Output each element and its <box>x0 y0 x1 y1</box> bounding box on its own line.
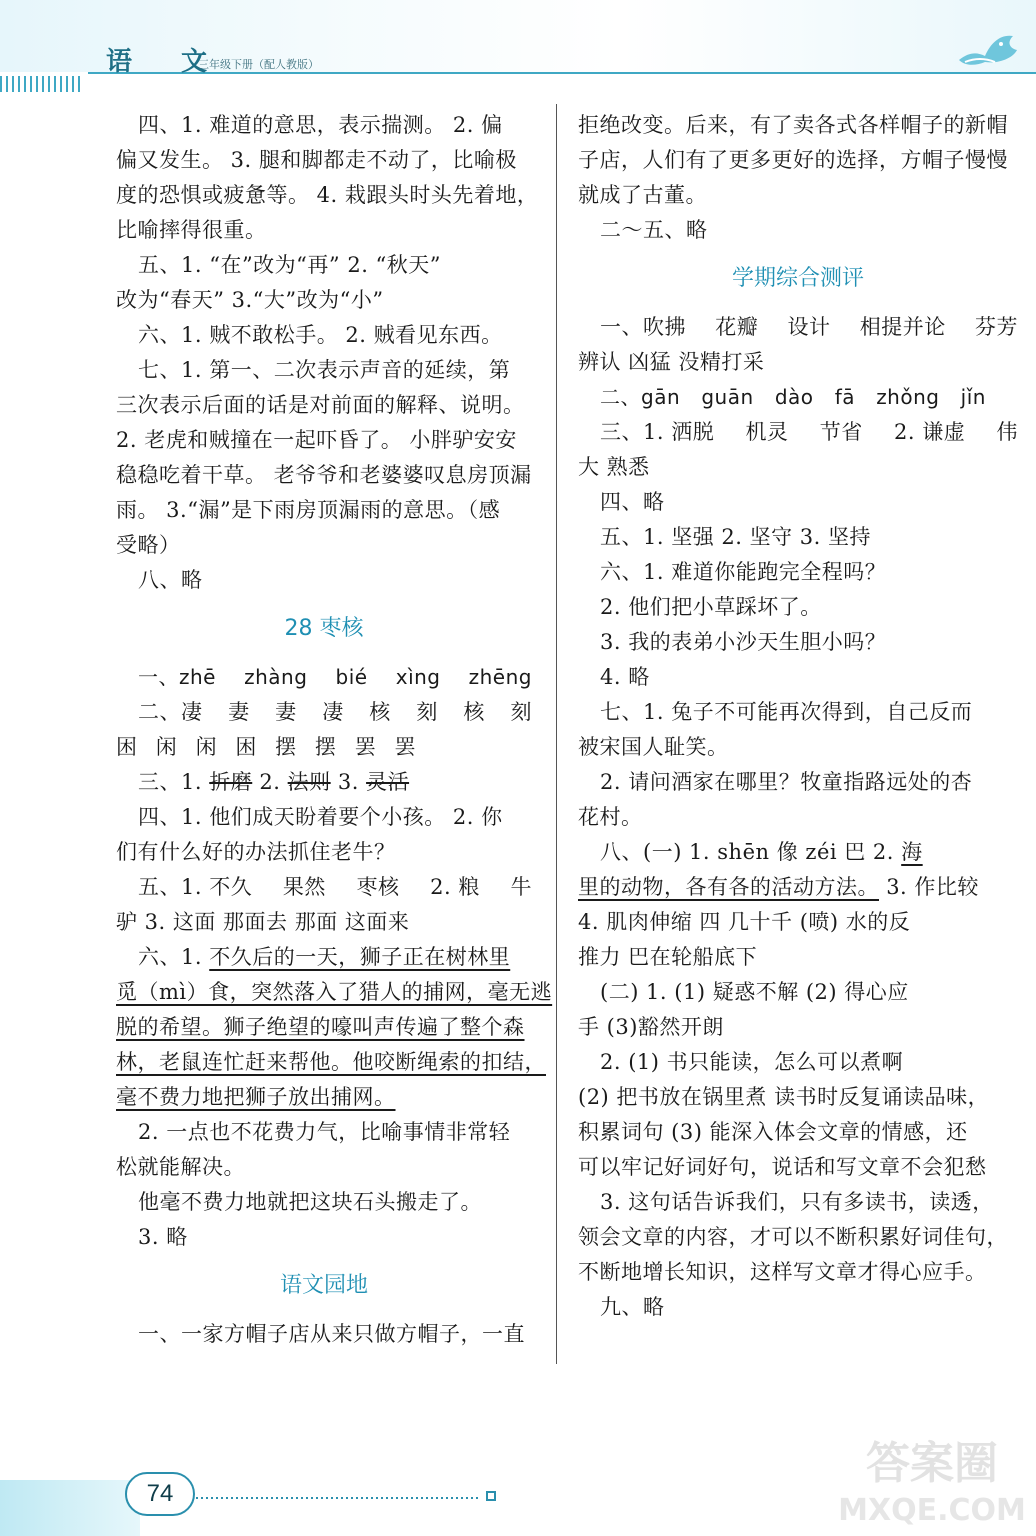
pinyin-item: zhàng <box>244 665 308 689</box>
pinyin-item: 二、gān <box>600 385 681 409</box>
column-divider <box>556 104 557 1364</box>
text-line <box>116 870 532 905</box>
underlined-answer: 觅（mì）食，突然落入了猎人的捕网，毫无逃 <box>116 980 553 1004</box>
header-rule <box>88 72 1036 74</box>
text-line: 比喻摔得很重。 <box>116 218 267 242</box>
yuwen-garden-title: 语文园地 <box>279 1273 368 1298</box>
pinyin-answer-row <box>578 380 986 415</box>
character-item: 妻 <box>275 700 297 724</box>
answer-text: 八、(一) 1. shēn 像 zéi 巴 2. <box>600 840 894 864</box>
answer-item: 机灵 <box>745 420 789 444</box>
answer-item: 三、1. 洒脱 <box>600 420 715 444</box>
text-line <box>578 835 1018 870</box>
text-line: 就成了古董。 <box>578 183 707 207</box>
character-row <box>116 695 532 730</box>
text-line <box>116 765 532 800</box>
character-item: 困 <box>116 735 138 759</box>
character-item: 刻 <box>416 700 438 724</box>
text-line: 一、一家方帽子店从来只做方帽子，一直 <box>138 1322 525 1346</box>
pinyin-item: xìng <box>395 665 441 689</box>
text-line: 七、1. 兔子不可能再次得到，自己反而 <box>600 700 973 724</box>
character-item: 核 <box>463 700 485 724</box>
answer-item: 相提并论 <box>859 315 946 339</box>
right-column <box>578 108 1018 1325</box>
text-line: 他毫不费力地就把这块石头搬走了。 <box>138 1190 482 1214</box>
underlined-answer: 林，老鼠连忙赶来帮他。他咬断绳索的扣结， <box>116 1050 546 1074</box>
answer-item: 设计 <box>787 315 831 339</box>
underlined-answer: 不久后的一天，狮子正在树林里 <box>209 945 511 969</box>
text-line: 推力 巴在轮船底下 <box>578 945 758 969</box>
character-item: 罢 <box>354 735 377 759</box>
text-line <box>578 415 1018 450</box>
character-item: 妻 <box>228 700 250 724</box>
text-line: 四、1. 他们成天盼着要个小孩。 2. 你 <box>138 805 503 829</box>
character-item: 摆 <box>275 735 297 759</box>
answer-item: 花瓣 <box>715 315 759 339</box>
text-line: 偏又发生。 3. 腿和脚都走不动了，比喻极 <box>116 148 517 172</box>
text-line <box>578 870 1018 905</box>
underlined-answer: 里的动物，各有各的活动方法。 <box>578 875 879 899</box>
answer-item: 节省 <box>819 420 863 444</box>
pinyin-item: fā <box>834 385 855 409</box>
text-line: 拒绝改变。后来，有了卖各式各样帽子的新帽 <box>578 113 1008 137</box>
character-item: 摆 <box>314 735 337 759</box>
text-line: 2. 请问酒家在哪里？牧童指路远处的杏 <box>600 770 973 794</box>
pinyin-answer-row <box>116 660 532 695</box>
text-line <box>578 310 1018 345</box>
corrected-word: 法则 <box>287 770 331 794</box>
text-line: 辨认 凶猛 没精打采 <box>578 350 765 374</box>
text-line: 受略） <box>116 533 181 557</box>
text-line: 2. 一点也不花费力气，比喻事情非常轻 <box>138 1120 511 1144</box>
question-number: 六、1. <box>138 945 203 969</box>
text-line: 改为“春天” 3.“大”改为“小” <box>116 288 384 312</box>
watermark-title: 答案圈 <box>866 1438 998 1489</box>
character-item: 核 <box>369 700 391 724</box>
answer-item: 五、1. 不久 <box>138 875 253 899</box>
page-number: 74 <box>125 1472 195 1516</box>
character-item: 闲 <box>155 735 178 759</box>
text-line: 九、略 <box>600 1295 665 1319</box>
question-number: 三、1. <box>138 770 203 794</box>
pinyin-item: guān <box>701 385 754 409</box>
text-line: 五、1. 坚强 2. 坚守 3. 坚持 <box>600 525 871 549</box>
text-line: 四、略 <box>600 490 665 514</box>
character-row <box>116 730 416 765</box>
character-item: 二、凄 <box>138 700 203 724</box>
text-line: 2. 老虎和贼撞在一起吓昏了。 小胖驴安安 <box>116 428 517 452</box>
character-item: 刻 <box>510 700 532 724</box>
question-number: 3. <box>337 770 359 794</box>
footer-band <box>0 1480 140 1536</box>
answer-item: 一、吹拂 <box>600 315 686 339</box>
text-line: 手 (3)豁然开朗 <box>578 1015 724 1039</box>
text-line: 大 熟悉 <box>578 455 650 479</box>
text-line: 们有什么好的办法抓住老牛？ <box>116 840 396 864</box>
text-line: 子店，人们有了更多更好的选择，方帽子慢慢 <box>578 148 1008 172</box>
text-line: (二) 1. (1) 疑惑不解 (2) 得心应 <box>600 980 909 1004</box>
text-line: 二～五、略 <box>600 218 708 242</box>
pinyin-item: jǐn <box>960 385 986 409</box>
footer-square-icon <box>486 1491 496 1501</box>
text-line: 花村。 <box>578 805 643 829</box>
question-number: 2. <box>259 770 281 794</box>
pinyin-item: 一、zhē <box>138 665 216 689</box>
text-line: 稳稳吃着干草。 老爷爷和老婆婆叹息房顶漏 <box>116 463 532 487</box>
text-line: 八、略 <box>138 568 203 592</box>
wave-logo-icon <box>955 22 1025 68</box>
text-line: 2. (1) 书只能读，怎么可以煮啊 <box>600 1050 904 1074</box>
text-line: 被宋国人耻笑。 <box>578 735 729 759</box>
text-line: 五、1. “在”改为“再” 2. “秋天” <box>138 253 442 277</box>
text-line: 积累词句 (3) 能深入体会文章的情感，还 <box>578 1120 968 1144</box>
text-line: 驴 3. 这面 那面去 那面 这面来 <box>116 910 410 934</box>
text-line <box>116 940 532 975</box>
text-line: 七、1. 第一、二次表示声音的延续，第 <box>138 358 511 382</box>
subject-title: 语 文 <box>106 47 228 77</box>
left-column <box>116 108 553 1352</box>
pinyin-item: dào <box>774 385 814 409</box>
footer-dotted-rule <box>196 1497 481 1499</box>
underlined-answer: 毫不费力地把狮子放出捕网。 <box>116 1085 396 1109</box>
text-line: 3. 这句话告诉我们，只有多读书，读透， <box>600 1190 994 1214</box>
text-line: 3. 略 <box>138 1225 188 1249</box>
answer-item: 2. 粮 <box>430 875 480 899</box>
answer-item: 芬芳 <box>975 315 1018 339</box>
text-line: (2) 把书放在锅里煮 读书时反复诵读品味， <box>578 1085 990 1109</box>
text-line: 可以牢记好词好句，说话和写文章不会犯愁 <box>578 1155 987 1179</box>
answer-item: 果然 <box>282 875 326 899</box>
text-line: 4. 略 <box>600 665 650 689</box>
term-test-title: 学期综合测评 <box>731 266 864 291</box>
corrected-word: 灵活 <box>366 770 410 794</box>
underlined-answer: 海 <box>901 840 923 864</box>
character-item: 凄 <box>322 700 344 724</box>
lesson-28-title: 28 枣核 <box>284 616 364 641</box>
pinyin-item: bié <box>335 665 368 689</box>
text-line: 3. 我的表弟小沙天生胆小吗？ <box>600 630 887 654</box>
text-line: 三次表示后面的话是对前面的解释、说明。 <box>116 393 525 417</box>
grade-label: 三年级下册（配人教版） <box>198 58 319 71</box>
pinyin-item: zhēng <box>468 665 532 689</box>
header-ticks <box>0 76 84 92</box>
text-line: 不断地增长知识，这样写文章才得心应手。 <box>578 1260 987 1284</box>
underlined-answer: 脱的希望。狮子绝望的嚎叫声传遍了整个森 <box>116 1015 525 1039</box>
character-item: 闲 <box>195 735 218 759</box>
text-line: 领会文章的内容，才可以不断积累好词佳句， <box>578 1225 1008 1249</box>
text-line: 六、1. 难道你能跑完全程吗？ <box>600 560 887 584</box>
text-line: 松就能解决。 <box>116 1155 245 1179</box>
pinyin-item: zhǒng <box>876 385 940 409</box>
answer-item: 2. 谦虚 <box>894 420 966 444</box>
answer-text: 3. 作比较 <box>886 875 979 899</box>
answer-item: 枣核 <box>356 875 400 899</box>
text-line: 2. 他们把小草踩坏了。 <box>600 595 822 619</box>
answer-item: 伟 <box>996 420 1018 444</box>
character-item: 困 <box>235 735 257 759</box>
page-header <box>0 0 1036 100</box>
watermark-url: MXQE.COM <box>838 1493 1026 1528</box>
text-line: 雨。 3.“漏”是下雨房顶漏雨的意思。（感 <box>116 498 501 522</box>
watermark-logo <box>834 1420 1030 1532</box>
answer-item: 牛 <box>510 875 532 899</box>
text-line: 四、1. 难道的意思，表示揣测。 2. 偏 <box>138 113 503 137</box>
corrected-word: 折磨 <box>209 770 253 794</box>
text-line: 六、1. 贼不敢松手。 2. 贼看见东西。 <box>138 323 503 347</box>
text-line: 4. 肌肉伸缩 四 几十千 (喷) 水的反 <box>578 910 911 934</box>
text-line: 度的恐惧或疲惫等。 4. 栽跟头时头先着地， <box>116 183 539 207</box>
character-item: 罢 <box>394 735 416 759</box>
